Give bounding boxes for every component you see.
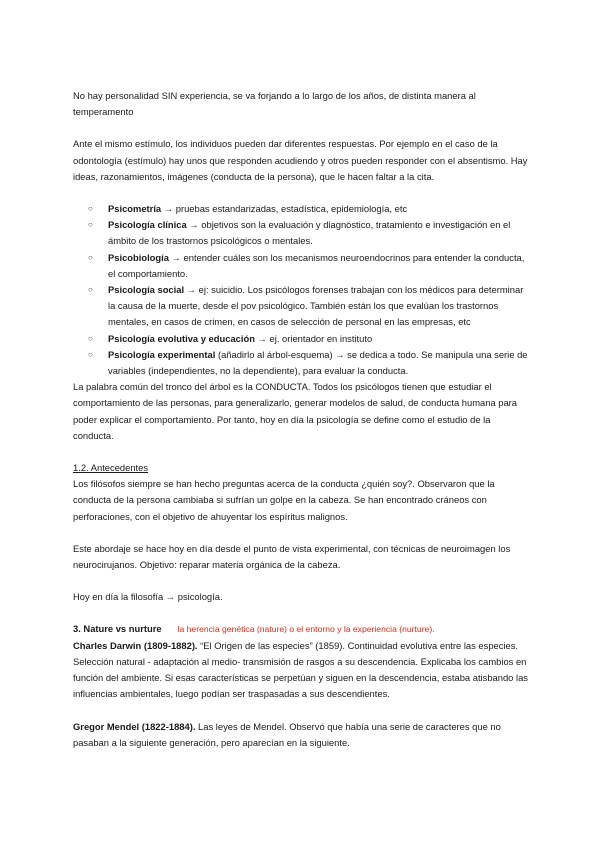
circle-bullet-icon: ○ [88,220,93,230]
list-item [73,282,533,331]
mendel-name: Gregor Mendel (1822-1884). [73,720,196,732]
darwin-name: Charles Darwin (1809-1882). [73,639,198,651]
paragraph-personality: No hay personalidad SIN experiencia, se va forjando a lo largo de los años, de distinta manera al temperamento [73,90,476,118]
darwin-text: “El Origen de las especies” (1859). Continuidad evolutiva entre las especies. Selección natural - adaptación al medio- transmisión de rasgos a su descendencia. Explicaba los cambios en función del ambiente. Si esas características se perpetúan y siguen en la descendencia, estaba atisbando las influencias ambientales, luego podían ser traspasadas a sus descendientes. [73,639,528,700]
branch-description: → objetivos son la evaluación y diagnóstico, tratamiento e investigación en el ámbito de los trastornos psicológicos o mentales. [108,219,511,247]
paragraph-filosofos: Los filósofos siempre se han hecho preguntas acerca de la conducta ¿quién soy?. Observaron que la conducta de la persona cambiaba si sufrían un golpe en la cabeza. Se han encontrado cráneos con perforaciones, con el objetivo de ahuyentar los espíritus malignos. [73,478,495,522]
branch-description: → entender cuáles son los mecanismos neuroendocrinos para entender la conducta, el comportamiento. [108,251,525,279]
branch-description: → ej. orientador en instituto [254,332,373,344]
branch-term: Psicología social [108,284,185,296]
paragraph-filosofia: Hoy en día la filosofía → psicología. [73,591,223,603]
branch-description: → ej: suicidio. Los psicólogos forenses trabajan con los médicos para determinar la causa de la muerte, desde el pov psicológico. También están los que evalúan los trastornos mentales, en casos de crimen, en casos de selección de personal en las empresas, etc [108,284,524,328]
branch-term: Psicología clínica [108,219,187,231]
list-item [73,201,533,217]
branch-term: Psicología evolutiva y educación [108,332,255,344]
branch-term: Psicobiología [108,251,169,263]
circle-bullet-icon: ○ [88,349,93,359]
paragraph-mendel [73,719,533,751]
circle-bullet-icon: ○ [88,285,93,295]
section-heading-nature [73,621,533,637]
branch-term: Psicometría [108,203,162,215]
circle-bullet-icon: ○ [88,204,93,214]
list-item [73,250,533,282]
document-body [73,88,533,751]
branch-description: (añadirlo al árbol-esquema) → se dedica a todo. Se manipula una serie de variables (independientes, no la dependiente), para evaluar la conducta. [108,348,528,377]
list-item [73,347,533,379]
mendel-text: Las leyes de Mendel. Observó que había una serie de caracteres que no pasaban a la siguiente generación, pero aparecían en la siguiente. [73,720,501,748]
circle-bullet-icon: ○ [88,252,93,262]
paragraph-darwin [73,638,533,703]
section-heading-antecedentes: 1.2. Antecedentes [73,462,149,474]
branch-description: → pruebas estandarizadas, estadística, epidemiología, etc [161,203,408,215]
paragraph-stimulus: Ante el mismo estímulo, los individuos pueden dar diferentes respuestas. Por ejemplo en el caso de la odontología (estímulo) hay unos que responden acudiendo y otros pueden responder con el absentismo. Hay ideas, razonamientos, imágenes (conducta de la persona), que le hacen faltar a la cita. [73,138,528,182]
list-item [73,217,533,249]
paragraph-conducta: La palabra común del tronco del árbol es la CONDUCTA. Todos los psicólogos tienen que estudiar el comportamiento de las personas, para generalizarlo, generar modelos de salud, de conducta humana para poder explicar el comportamiento. Por tanto, hoy en día la psicología se define como el estudio de la conducta. [73,381,518,441]
list-item [73,331,533,347]
branch-term: Psicología experimental [108,348,216,360]
nature-heading-text: 3. Nature vs nurture [73,623,162,635]
nature-note: la herencia genética (nature) o el entorno y la experiencia (nurture). [177,624,435,635]
psychology-branches-list [73,201,533,379]
paragraph-abordaje: Este abordaje se hace hoy en día desde el punto de vista experimental, con técnicas de neuroimagen los neurocirujanos. Objetivo: reparar materia orgánica de la cabeza. [73,542,511,571]
circle-bullet-icon: ○ [88,333,93,343]
